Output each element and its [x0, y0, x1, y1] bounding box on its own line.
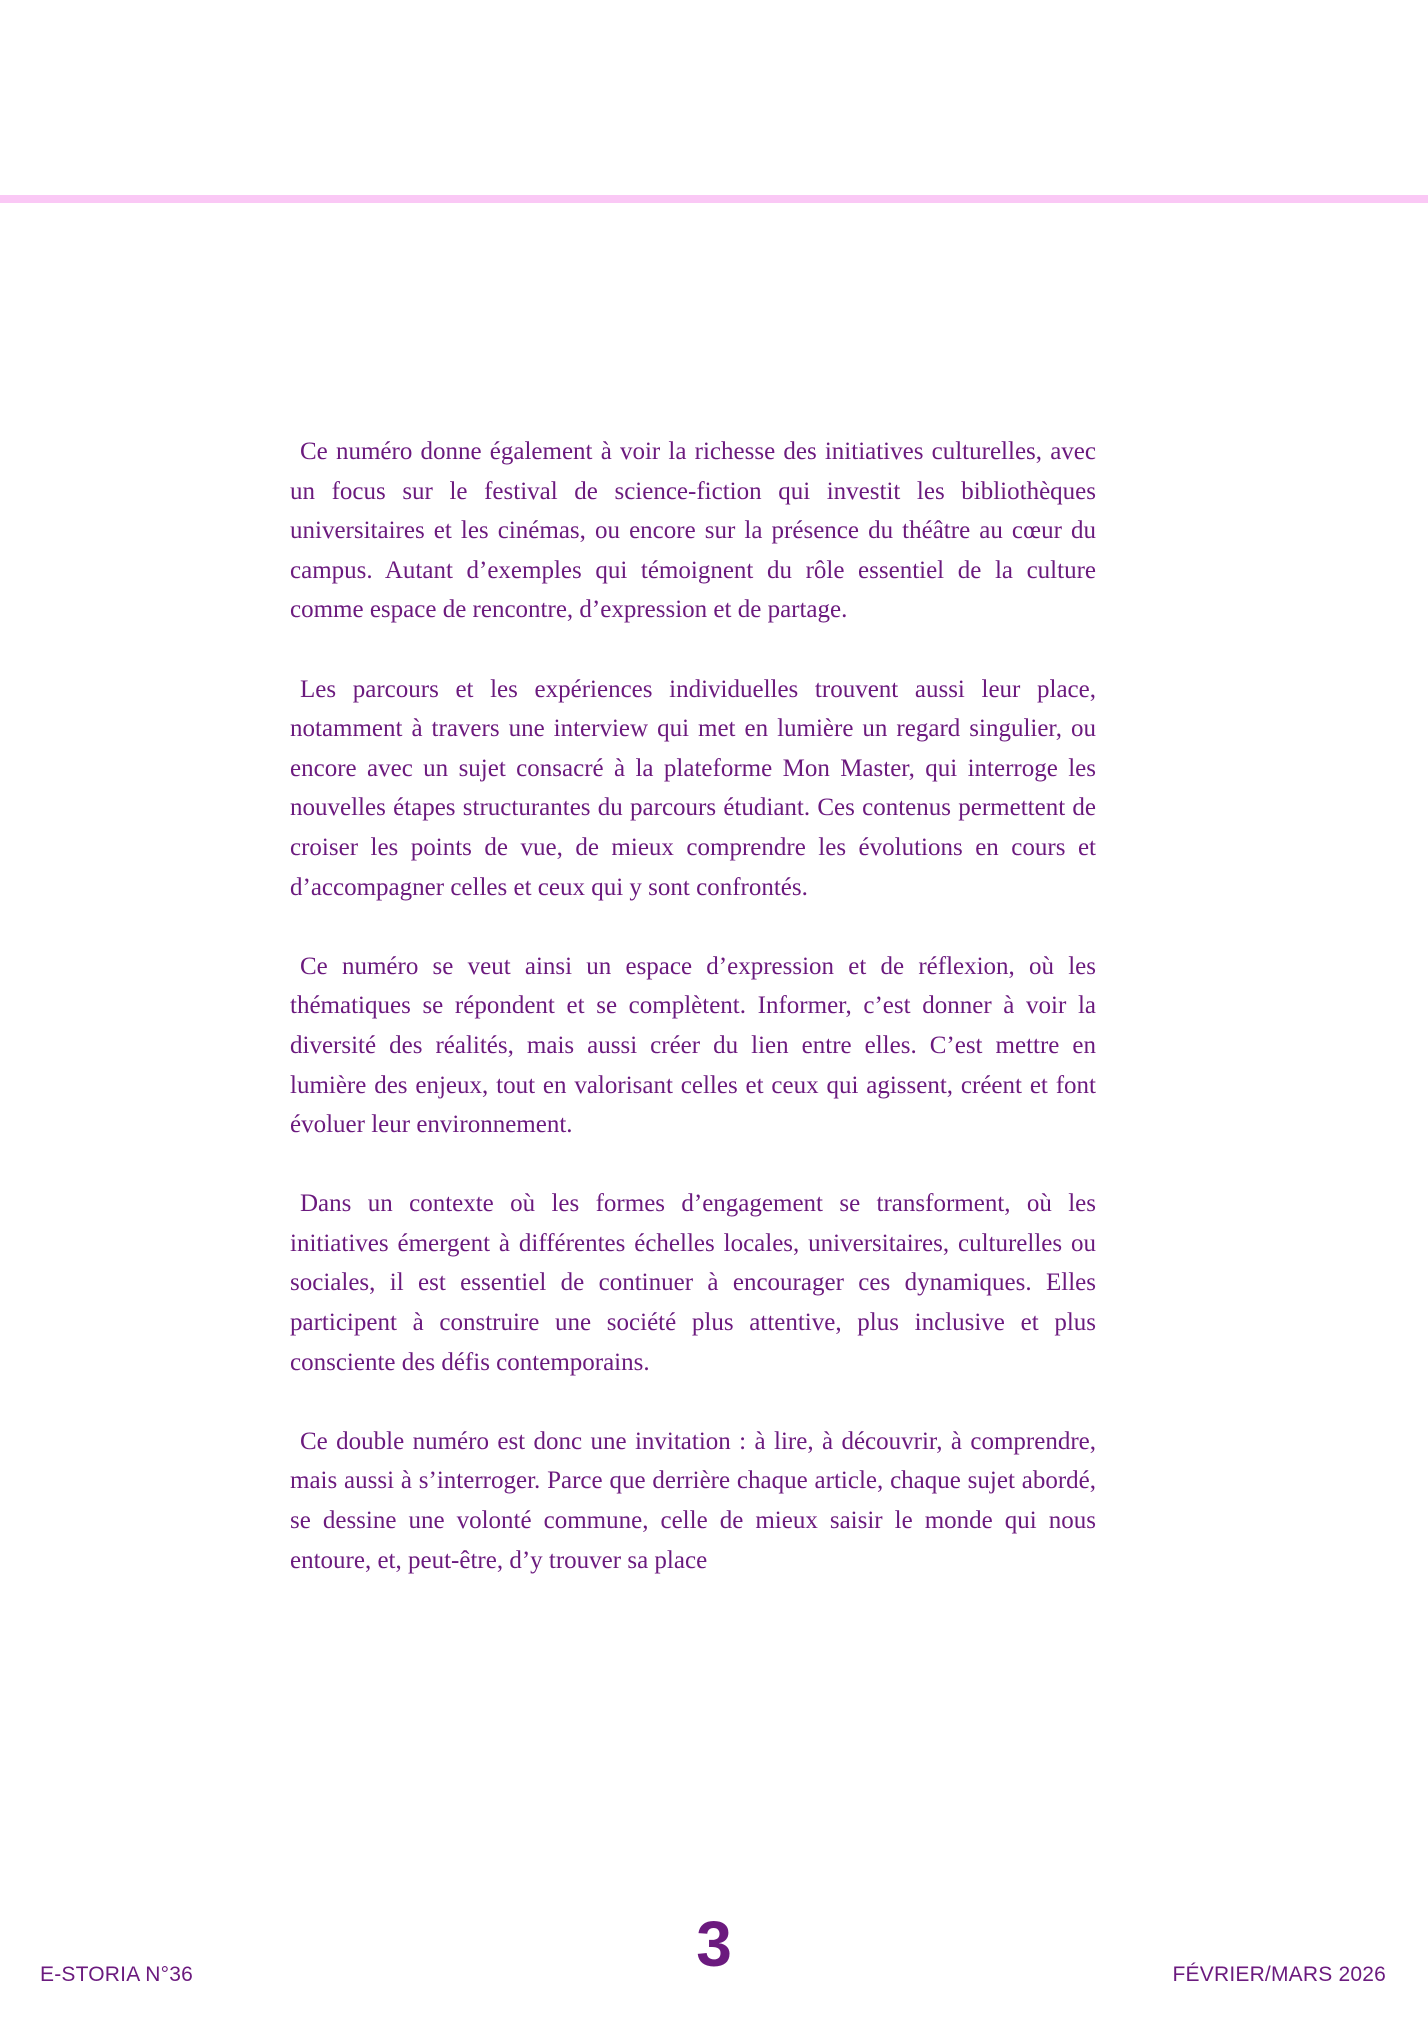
article-paragraph-1: Ce numéro donne également à voir la richesse des initiatives culturelles, avec un focus sur le festival de science-fiction qui investit les bibliothèques universitaires et les cinémas, ou encore sur la présence du théâtre au cœur du campus. Autant d’exemples qui témoignent du rôle essentiel de la culture comme espace de rencontre, d’expression et de partage. — [290, 438, 1096, 624]
article-paragraph-3: Ce numéro se veut ainsi un espace d’expression et de réflexion, où les thématiques se répondent et se complètent. Informer, c’est donner à voir la diversité des réalités, mais aussi créer du lien entre elles. C’est mettre en lumière des enjeux, tout en valorisant celles et ceux qui agissent, créent et font évoluer leur environnement. — [290, 952, 1096, 1139]
footer-publication-name: E-STORIA N°36 — [40, 1963, 193, 1986]
article-body — [290, 432, 1096, 1580]
header-divider — [0, 195, 1428, 203]
article-paragraph-5: Ce double numéro est donc une invitation : à lire, à découvrir, à comprendre, mais aussi à s’interroger. Parce que derrière chaque article, chaque sujet abordé, se dessine une volonté commune, celle de mieux saisir le monde qui nous entoure, et, peut-être, d’y trouver sa place — [290, 1427, 1096, 1574]
footer-issue-date: FÉVRIER/MARS 2026 — [1172, 1963, 1386, 1986]
article-paragraph-4: Dans un contexte où les formes d’engagement se transforment, où les initiatives émergent à différentes échelles locales, universitaires, culturelles ou sociales, il est essentiel de continuer à encourager ces dynamiques. Elles participent à construire une société plus attentive, plus inclusive et plus consciente des défis contemporains. — [290, 1190, 1096, 1376]
article-paragraph-2: Les parcours et les expériences individuelles trouvent aussi leur place, notamment à travers une interview qui met en lumière un regard singulier, ou encore avec un sujet consacré à la plateforme Mon Master, qui interroge les nouvelles étapes structurantes du parcours étudiant. Ces contenus permettent de croiser les points de vue, de mieux comprendre les évolutions en cours et d’accompagner celles et ceux qui y sont confrontés. — [290, 675, 1096, 901]
page-number: 3 — [696, 1908, 732, 1980]
